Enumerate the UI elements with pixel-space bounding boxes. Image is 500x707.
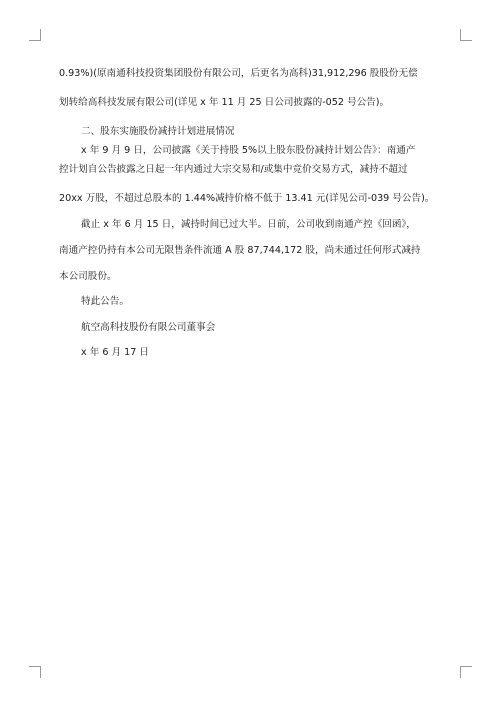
paragraph-line: 20xx 万股，不超过总股本的 1.44%减持价格不低于 13.41 元(详见公司-039 号公告)。	[59, 193, 435, 204]
paragraph-line: 截止 x 年 6 月 15 日，减持时间已过大半。日前，公司收到南通产控《回函》，	[81, 219, 416, 230]
document-date: x 年 6 月 17 日	[81, 347, 150, 358]
signatory: 航空高科技股份有限公司董事会	[81, 322, 216, 333]
crop-mark-top-left	[29, 29, 41, 41]
crop-mark-bottom-right	[460, 666, 472, 678]
section-heading: 二、股东实施股份减持计划进展情况	[81, 126, 235, 137]
paragraph-line: 划转给高科技发展有限公司(详见 x 年 11 月 25 日公司披露的-052 号公告)。	[59, 97, 390, 108]
paragraph-line: x 年 9 月 9 日，公司披露《关于持股 5%以上股东股份减持计划公告》：南通产	[81, 145, 416, 156]
paragraph-line: 南通产控仍持有本公司无限售条件流通 A 股 87,744,172 股，尚未通过任何形式减持	[59, 245, 421, 256]
paragraph-line: 控计划自公告披露之日起一年内通过大宗交易和/或集中竞价交易方式，减持不超过	[59, 164, 408, 175]
crop-mark-bottom-left	[29, 666, 41, 678]
paragraph-line: 本公司股份。	[59, 271, 117, 282]
paragraph-line: 0.93%)(原南通科技投资集团股份有限公司，后更名为高科)31,912,296 股股份无偿	[59, 68, 418, 79]
closing-statement: 特此公告。	[81, 296, 129, 307]
crop-mark-top-right	[460, 29, 472, 41]
